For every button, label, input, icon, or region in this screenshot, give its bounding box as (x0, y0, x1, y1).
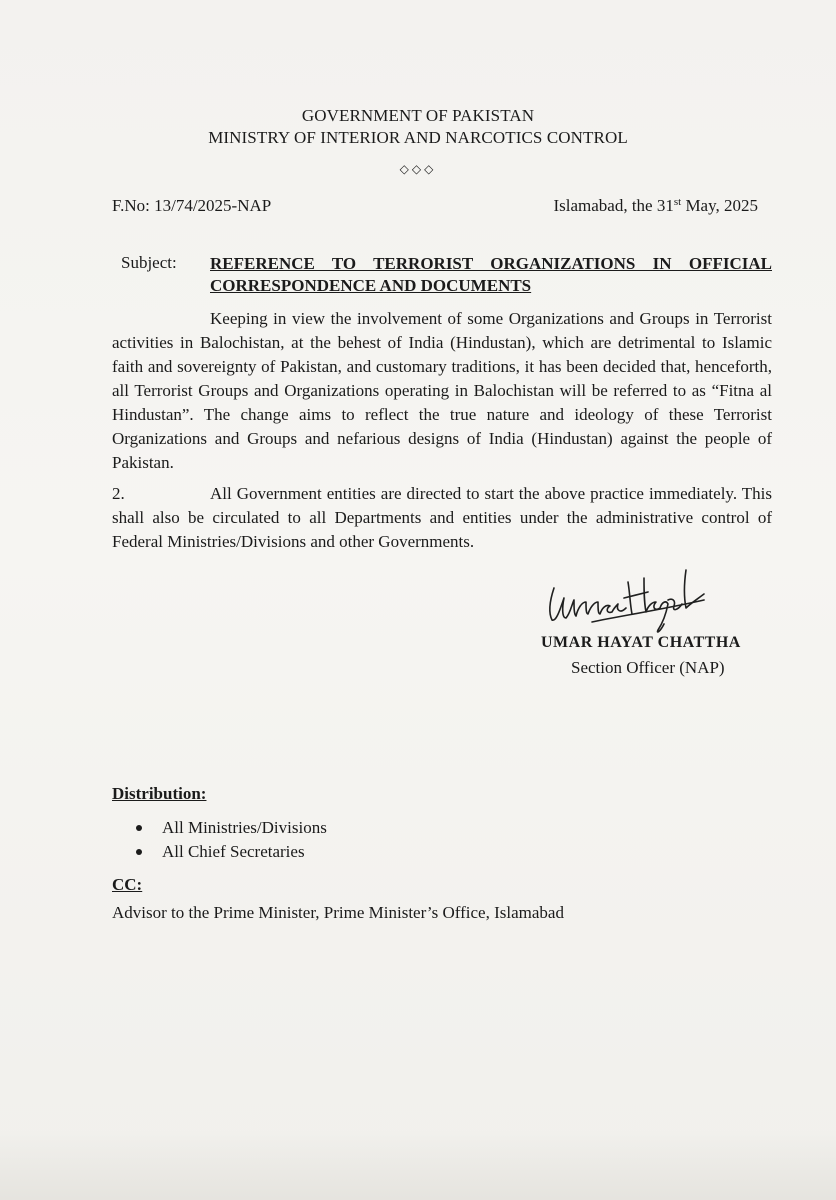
paragraph-2-text: All Government entities are directed to start the above practice immediately. This shall also be circulated to all Departments and entities under the administrative control of Federal Ministries/Divisions and other Governments. (112, 484, 772, 551)
cc-heading: CC: (112, 875, 143, 894)
subject-text: REFERENCE TO TERRORIST ORGANIZATIONS IN OFFICIAL CORRESPONDENCE AND DOCUMENTS (210, 254, 772, 295)
body-paragraph-1: Keeping in view the involvement of some Organizations and Groups in Terrorist activities in Balochistan, at the behest of India (Hindustan), which are detrimental to Islamic faith and sovereignty of Pakistan, and customary traditions, it has been decided that, henceforth, all Terrorist Groups and Organizations operating in Balochistan will be referred to as “Fitna al Hindustan”. The change aims to reflect the true nature and ideology of these Terrorist Organizations and Groups and nefarious designs of India (Hindustan) against the people of Pakistan. (112, 309, 772, 472)
date-superscript: st (673, 196, 682, 208)
date-prefix: Islamabad, the 31 (553, 196, 674, 215)
signer-title: Section Officer (NAP) (571, 658, 725, 677)
distribution-heading: Distribution: (112, 784, 207, 803)
diamond-ornament-icon: ◇◇◇ (399, 162, 437, 176)
paragraph-number: 2. (112, 484, 125, 503)
date-suffix: May, 2025 (681, 196, 758, 215)
place-and-date (553, 196, 758, 216)
distribution-list (134, 816, 327, 864)
handwritten-signature (540, 548, 710, 638)
file-number: F.No: 13/74/2025-NAP (112, 196, 272, 215)
subject-label: Subject: (121, 253, 177, 272)
letterhead-ministry: MINISTRY OF INTERIOR AND NARCOTICS CONTROL (208, 128, 628, 147)
list-item: All Ministries/Divisions (134, 816, 327, 840)
signer-name: UMAR HAYAT CHATTHA (541, 634, 741, 651)
list-item: All Chief Secretaries (134, 840, 327, 864)
letterhead (0, 105, 836, 149)
cc-recipient: Advisor to the Prime Minister, Prime Minister’s Office, Islamabad (112, 903, 564, 922)
body-paragraph-2 (112, 482, 772, 554)
letterhead-government: GOVERNMENT OF PAKISTAN (301, 106, 535, 125)
